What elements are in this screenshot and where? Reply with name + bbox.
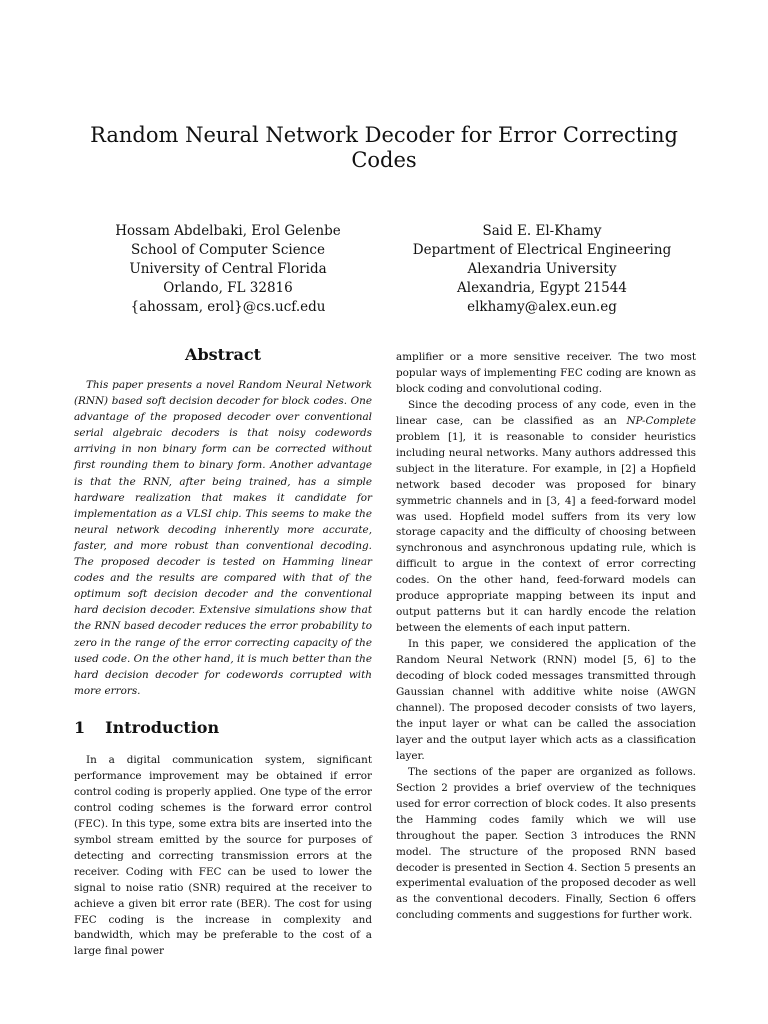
author-address: Alexandria, Egypt 21544 xyxy=(457,280,627,296)
author-names: Hossam Abdelbaki, Erol Gelenbe xyxy=(115,223,341,239)
author-names: Said E. El-Khamy xyxy=(482,223,602,239)
intro-paragraph-2 xyxy=(396,398,696,637)
emphasis-text: NP-Complete xyxy=(626,414,696,427)
intro-paragraph-4: The sections of the paper are organized as follows. Section 2 provides a brief overview of the techniques used for error correction of block codes. It also presents the Hamming codes family which we will use throughout the paper. Section 3 introduces the RNN model. The structure of the proposed RNN based decoder is presented in Section 4. Section 5 presents an experimental evaluation of the proposed decoder as well as the conventional decoders. Finally, Section 6 offers concluding comments and suggestions for further work. xyxy=(396,765,696,922)
intro-paragraph-1: In a digital communication system, significant performance improvement may be obtained if error control coding is properly applied. One type of the error control coding schemes is the forward error control (FEC). In this type, some extra bits are inserted into the symbol stream emitted by the source for purposes of detecting and correcting transmission errors at the receiver. Coding with FEC can be used to lower the signal to noise ratio (SNR) required at the receiver to achieve a given bit error rate (BER). The cost for using FEC coding is the increase in complexity and bandwidth, which may be preferable to the cost of a large final power xyxy=(74,754,372,958)
paragraph-text: Since the decoding process of any code, even in the linear case, can be classified as an xyxy=(396,398,696,427)
author-email: {ahossam, erol}@cs.ucf.edu xyxy=(130,299,326,315)
paper-title: Random Neural Network Decoder for Error Correcting Codes xyxy=(90,123,678,172)
abstract-text: This paper presents a novel Random Neural Network (RNN) based soft decision decoder for block codes. One advantage of the proposed decoder over conventional serial algebraic decoders is that noisy codewords arriving in non binary form can be corrected without first rounding them to binary form. Another advantage is that the RNN, after being trained, has a simple hardware realization that makes it candidate for implementation as a VLSI chip. This seems to make the neural network decoding inherently more accurate, faster, and more robust than conventional decoding. The proposed decoder is tested on Hamming linear codes and the results are compared with that of the optimum soft decision decoder and the conventional hard decision decoder. Extensive simulations show that the RNN based decoder reduces the error probability to zero in the range of the error correcting capacity of the used code. On the other hand, it is much better than the hard decision decoder for codewords corrupted with more errors. xyxy=(74,379,372,697)
author-block-left xyxy=(108,222,348,317)
section-title: Introduction xyxy=(105,718,220,737)
paragraph-text: problem [1], it is reasonable to consider heuristics including neural networks. Many authors addressed this subject in the literature. For example, in [2] a Hopfield network based decoder was proposed for binary symmetric channels and in [3, 4] a feed-forward model was used. Hopfield model suffers from its very low storage capacity and the difficulty of choosing between synchronous and asynchronous updating rule, which is difficult to argue in the context of error correcting codes. On the other hand, feed-forward models can produce appropriate mapping between its input and output patterns but it can hardly encode the relation between the elements of each input pattern. xyxy=(396,430,696,635)
author-email: elkhamy@alex.eun.eg xyxy=(467,299,617,315)
author-block-right xyxy=(402,222,682,317)
author-department: Department of Electrical Engineering xyxy=(412,242,672,258)
intro-paragraph-3: In this paper, we considered the application of the Random Neural Network (RNN) model [5, 6] to the decoding of block coded messages transmitted through Gaussian channel with additive white noise (AWGN channel). The proposed decoder consists of two layers, the input layer or what can be called the association layer and the output layer which acts as a classification layer. xyxy=(396,638,696,762)
section-number: 1 xyxy=(74,718,86,737)
author-address: Orlando, FL 32816 xyxy=(163,280,293,296)
author-department: School of Computer Science xyxy=(131,242,325,258)
right-column xyxy=(396,350,696,924)
abstract-heading: Abstract xyxy=(185,345,261,364)
author-university: University of Central Florida xyxy=(129,261,327,277)
intro-paragraph-1-continued: amplifier or a more sensitive receiver. The two most popular ways of implementing FEC coding are known as block coding and convolutional coding. xyxy=(396,351,696,395)
section-heading-introduction xyxy=(74,718,219,737)
author-university: Alexandria University xyxy=(467,261,617,277)
